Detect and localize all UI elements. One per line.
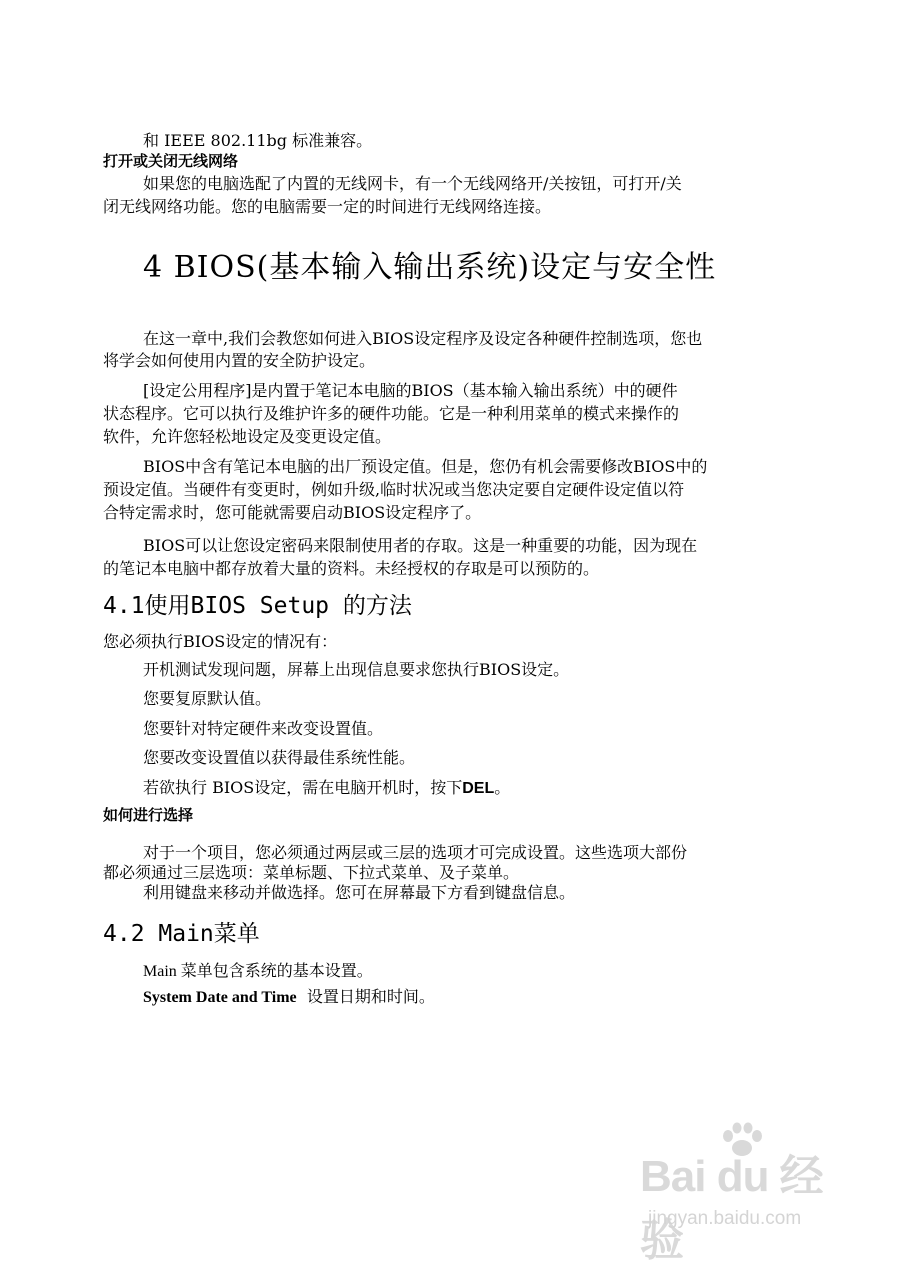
baidu-jingyan-watermark <box>640 1140 860 1265</box>
section-4-1-intro: 您必须执行BIOS设定的情况有： <box>103 632 338 651</box>
setup-utility-line-2: 状态程序。它可以执行及维护许多的硬件功能。它是一种利用菜单的模式来操作的 <box>103 404 680 423</box>
intro-line-2: 将学会如何使用内置的安全防护设定。 <box>103 351 376 370</box>
setup-utility-line-1: [设定公用程序]是内置于笔记本电脑的BIOS（基本输入输出系统）中的硬件 <box>143 381 678 400</box>
system-date-time-row <box>143 988 435 1007</box>
section-4-2-title: 4.2 Main菜单 <box>103 921 260 947</box>
defaults-line-1: BIOS中含有笔记本电脑的出厂预设定值。但是，您仍有机会需要修改BIOS中的 <box>143 457 708 476</box>
heading-how-to-select: 如何进行选择 <box>103 806 194 824</box>
del-instruction-prefix: 若欲执行 BIOS设定，需在电脑开机时，按下 <box>143 778 463 797</box>
del-key-label: DEL <box>462 780 495 797</box>
main-menu-desc-text: Main 菜单包含系统的基本设置。 <box>143 963 373 980</box>
section-4-1-title: 4.1使用BIOS Setup 的方法 <box>103 593 412 619</box>
watermark-logo-text: Bai du 经验 <box>640 1152 823 1265</box>
defaults-line-2: 预设定值。当硬件有变更时，例如升级,临时状况或当您决定要自定硬件设定值以符 <box>103 480 685 499</box>
ieee-compat-line: 和 IEEE 802.11bg 标准兼容。 <box>143 131 373 150</box>
list-item: 开机测试发现问题，屏幕上出现信息要求您执行BIOS设定。 <box>143 660 570 679</box>
list-item: 您要复原默认值。 <box>143 689 272 708</box>
intro-line-1: 在这一章中,我们会教您如何进入BIOS设定程序及设定各种硬件控制选项，您也 <box>143 329 703 348</box>
list-item: 您要针对特定硬件来改变设置值。 <box>143 719 384 738</box>
chapter-title: 4 BIOS(基本输入输出系统)设定与安全性 <box>143 250 717 285</box>
watermark-url: jingyan.baidu.com <box>648 1208 802 1229</box>
password-line-2: 的笔记本电脑中都存放着大量的资料。未经授权的存取是可以预防的。 <box>103 559 600 578</box>
del-key-instruction <box>143 779 510 798</box>
wireless-text-line-1: 如果您的电脑选配了内置的无线网卡，有一个无线网络开/关按钮，可打开/关 <box>143 174 682 193</box>
password-line-1: BIOS可以让您设定密码来限制使用者的存取。这是一种重要的功能，因为现在 <box>143 536 698 555</box>
defaults-line-3: 合特定需求时，您可能就需要启动BIOS设定程序了。 <box>103 503 482 522</box>
select-line-3: 利用键盘来移动并做选择。您可在屏幕最下方看到键盘信息。 <box>143 883 576 902</box>
del-instruction-suffix: 。 <box>494 778 511 797</box>
select-line-1: 对于一个项目，您必须通过两层或三层的选项才可完成设置。这些选项大部份 <box>143 843 688 862</box>
wireless-text-line-2: 闭无线网络功能。您的电脑需要一定的时间进行无线网络连接。 <box>103 197 552 216</box>
list-item: 您要改变设置值以获得最佳系统性能。 <box>143 748 416 767</box>
system-date-time-desc: 设置日期和时间。 <box>306 987 435 1006</box>
heading-wireless-toggle: 打开或关闭无线网络 <box>103 152 239 170</box>
setup-utility-line-3: 软件，允许您轻松地设定及变更设定值。 <box>103 427 392 446</box>
main-menu-desc <box>143 962 373 981</box>
system-date-time-term: System Date and Time <box>143 989 297 1006</box>
select-line-2: 都必须通过三层选项：菜单标题、下拉式菜单、及子菜单。 <box>103 863 520 882</box>
